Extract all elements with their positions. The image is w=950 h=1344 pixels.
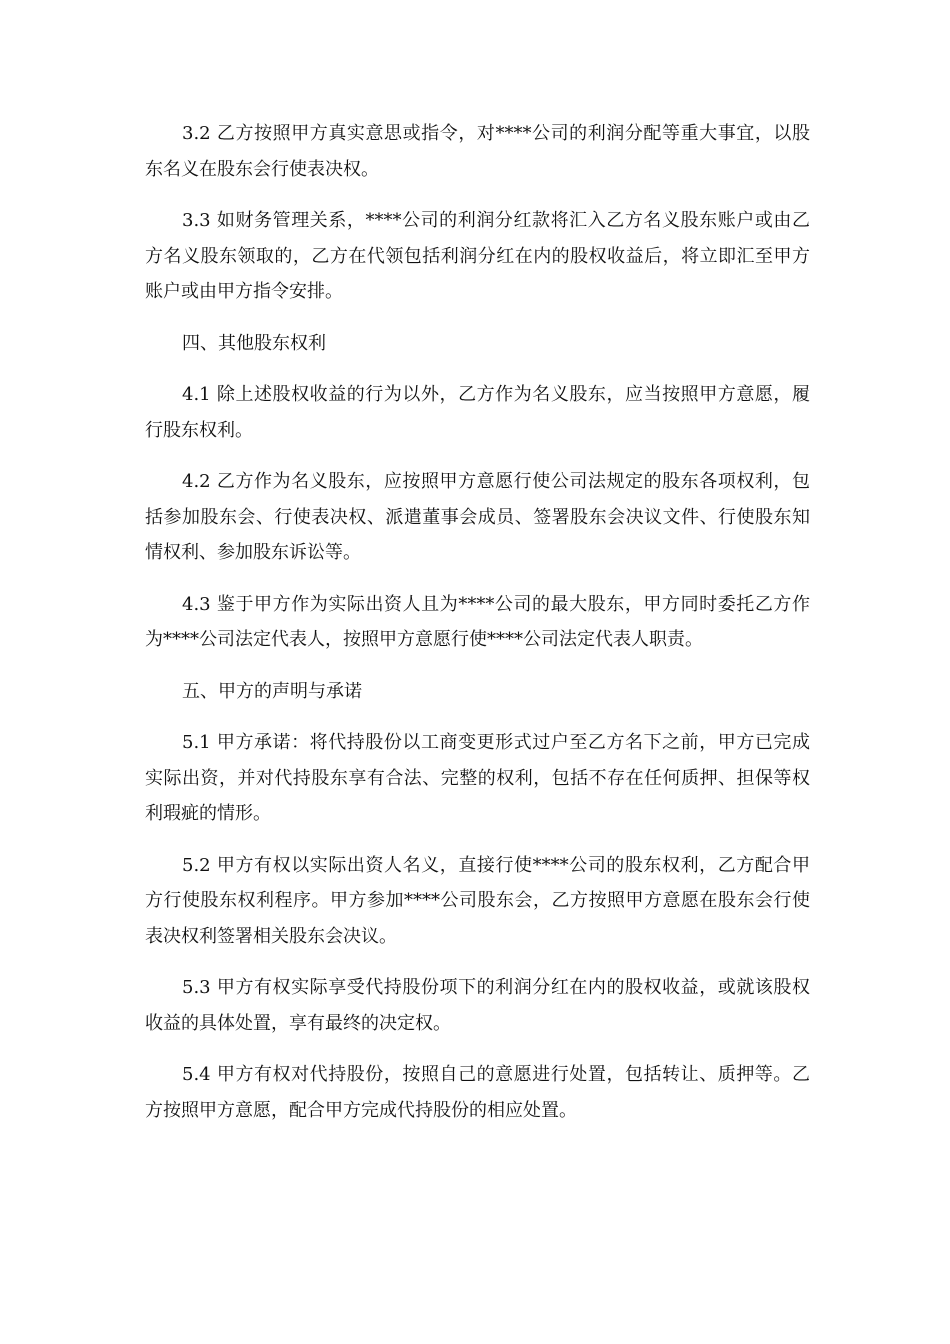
clause-3-3: 3.3 如财务管理关系，****公司的利润分红款将汇入乙方名义股东账户或由乙方名义股东领取的，乙方在代领包括利润分红在内的股权收益后，将立即汇至甲方账户或由甲方指令安排。 — [145, 210, 810, 302]
document-body — [145, 116, 810, 1144]
clause-4-2: 4.2 乙方作为名义股东，应按照甲方意愿行使公司法规定的股东各项权利，包括参加股东会、行使表决权、派遣董事会成员、签署股东会决议文件、行使股东知情权利、参加股东诉讼等。 — [145, 471, 810, 563]
clause-4-1: 4.1 除上述股权收益的行为以外，乙方作为名义股东，应当按照甲方意愿，履行股东权利。 — [145, 384, 810, 441]
clause-5-4: 5.4 甲方有权对代持股份，按照自己的意愿进行处置，包括转让、质押等。乙方按照甲方意愿，配合甲方完成代持股份的相应处置。 — [145, 1064, 810, 1121]
clause-5-1: 5.1 甲方承诺：将代持股份以工商变更形式过户至乙方名下之前，甲方已完成实际出资，并对代持股东享有合法、完整的权利，包括不存在任何质押、担保等权利瑕疵的情形。 — [145, 732, 810, 824]
clause-4-3: 4.3 鉴于甲方作为实际出资人且为****公司的最大股东，甲方同时委托乙方作为****公司法定代表人，按照甲方意愿行使****公司法定代表人职责。 — [145, 593, 810, 650]
section-heading-5: 五、甲方的声明与承诺 — [182, 680, 362, 702]
section-heading-4: 四、其他股东权利 — [182, 332, 326, 354]
clause-3-2: 3.2 乙方按照甲方真实意思或指令，对****公司的利润分配等重大事宜，以股东名义在股东会行使表决权。 — [145, 123, 810, 180]
clause-5-2: 5.2 甲方有权以实际出资人名义，直接行使****公司的股东权利，乙方配合甲方行使股东权利程序。甲方参加****公司股东会，乙方按照甲方意愿在股东会行使表决权利签署相关股东会决议。 — [145, 854, 810, 947]
clause-5-3: 5.3 甲方有权实际享受代持股份项下的利润分红在内的股权收益，或就该股权收益的具体处置，享有最终的决定权。 — [145, 977, 810, 1034]
